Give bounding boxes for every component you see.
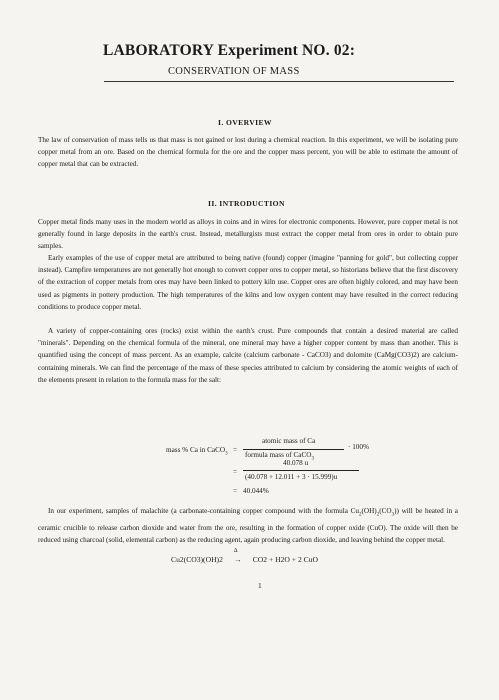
- reaction-equation: [171, 548, 319, 564]
- reaction-reactant: Cu2(CO3)(OH)2: [171, 555, 223, 564]
- title-rule: [104, 81, 454, 82]
- equation-equals-2: =: [233, 468, 238, 476]
- equation-times: · 100%: [348, 443, 369, 451]
- overview-paragraph: The law of conservation of mass tells us that mass is not gained or lost during a chemical reaction. In this experiment, we will be isolating pure copper metal from an ore. Based on the chemical formula for the ore and the copper mass percent, you will be able to estimate the amount of copper metal that can be extracted.: [38, 136, 458, 169]
- equation-numerator-2: 40.078 u: [283, 459, 309, 467]
- section-heading-overview: I. OVERVIEW: [218, 118, 272, 127]
- document-title: LABORATORY Experiment NO. 02:: [103, 42, 356, 59]
- equation-equals-1: =: [233, 446, 238, 454]
- intro-paragraph-2: Early examples of the use of copper metal are attributed to being native (found) copper (imagine "panning for gold", but collecting copper instead). Campfire temperatures are not generally hot enough to convert copper ores to copper metal, so historians believe that the first discovery of the extraction of copper metals from ores may have been linked to pottery kiln use. Copper ores are often highly colored, and may have been used as pigments in pottery production. The high temperatures of the kilns and low oxygen content may have resulted in the correct reducing conditions to produce copper metal.: [38, 254, 458, 311]
- equation-denominator-1: formula mass of CaCO$_3$: [245, 451, 314, 462]
- reaction-arrow: Δ →: [233, 548, 242, 564]
- equation-lhs: mass % Ca in CaCO$_3$: [166, 446, 228, 457]
- fraction-line-1: [243, 449, 344, 450]
- section-heading-introduction: II. INTRODUCTION: [208, 199, 285, 208]
- intro-paragraph-1: Copper metal finds many uses in the modern world as alloys in coins and in wires for electronic components. However, pure copper metal is not generally found in large deposits in the earth's crust. Instead, metallurgists must extract the copper metal from ores in order to obtain pure samples.: [38, 218, 458, 251]
- experiment-paragraph: In our experiment, samples of malachite (a carbonate-containing copper compound with the formula $Cu_2(OH)_2(CO_3)$) will be heated in a ceramic crucible to release carbon dioxide and water from the ore, resulting in the formation of copper oxide (CuO). The oxide will then be reduced using charcoal (solid, elemental carbon) as the reducing agent, again producing carbon dioxide, and leaving behind the copper metal.: [38, 507, 458, 544]
- reaction-products: CO2 + H2O + 2 CuO: [252, 555, 319, 564]
- page-number: 1: [258, 581, 262, 590]
- equation-result: 40.044%: [243, 487, 269, 495]
- intro-paragraph-3: A variety of copper-containing ores (rocks) exist within the earth's crust. Pure compounds that contain a desired material are called "minerals". Depending on the chemical formula of the mineral, one mineral may have a higher copper content by mass than another. This is quantified using the concept of mass percent. As an example, calcite (calcium carbonate - CaCO3) and dolomite (CaMg(CO3)2) are calcium-containing minerals. We can find the percentage of the mass of these species attributed to calcium by considering the atomic weights of each of the elements present in relation to the formula mass for the salt:: [38, 327, 458, 384]
- heat-symbol: Δ: [233, 548, 238, 554]
- document-subtitle: CONSERVATION OF MASS: [168, 66, 300, 77]
- fraction-line-2: [243, 470, 359, 471]
- equation-numerator-1: atomic mass of Ca: [262, 437, 316, 445]
- equation-equals-3: =: [233, 487, 238, 495]
- equation-denominator-2: (40.078 + 12.011 + 3 · 15.999)u: [245, 473, 338, 481]
